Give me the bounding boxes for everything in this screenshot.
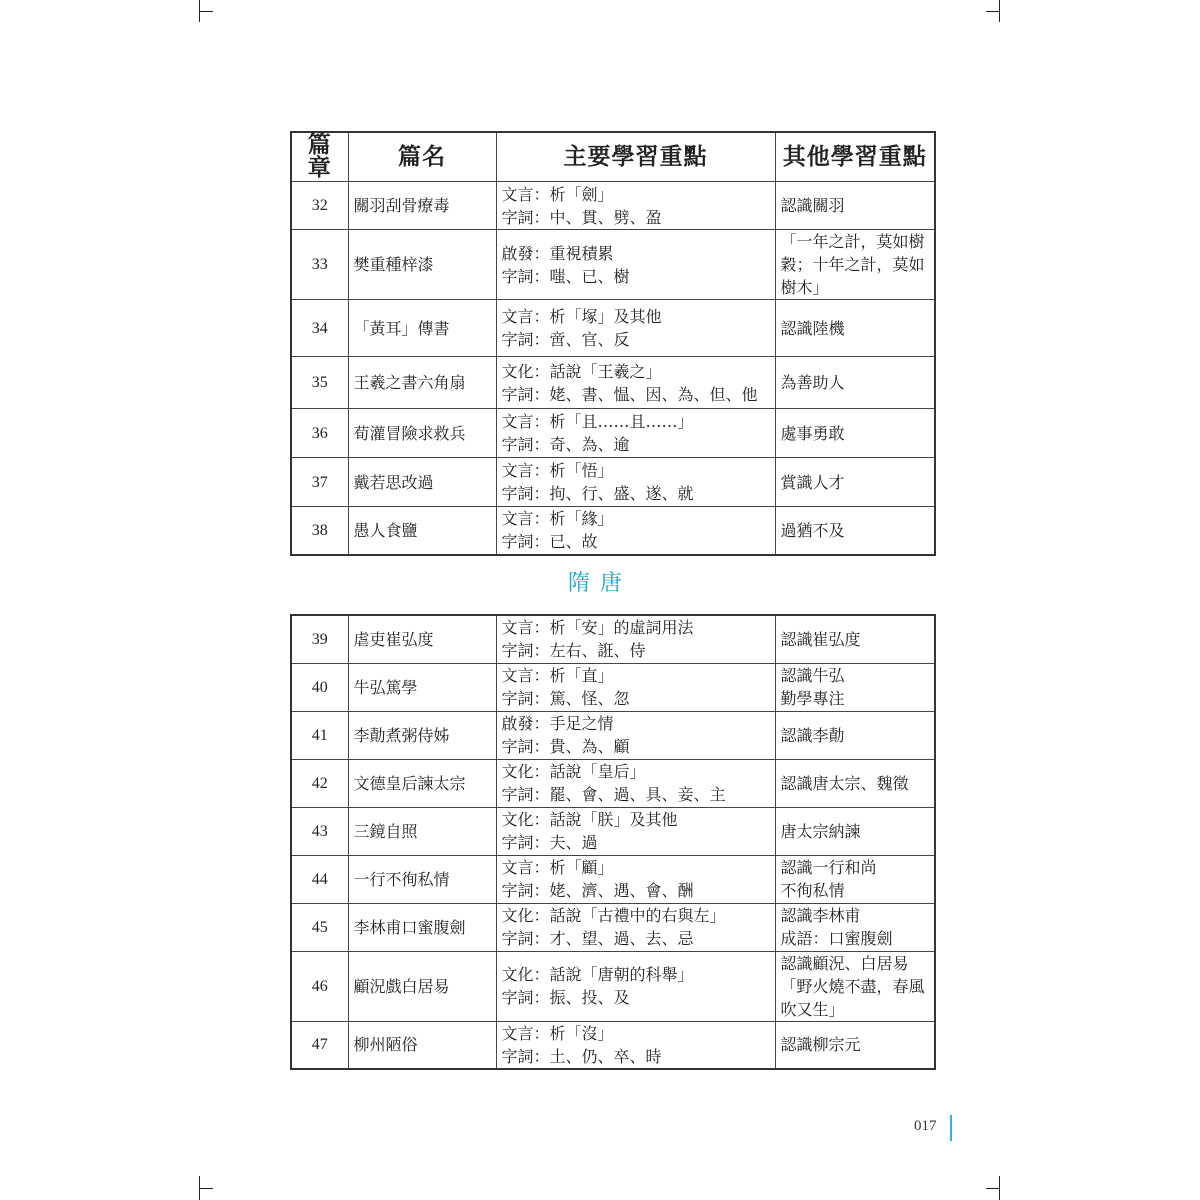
lesson-title: 顧況戲白居易	[348, 951, 496, 1021]
crop-mark	[986, 1188, 1000, 1189]
table-body	[291, 615, 935, 1069]
main-focus-line: 字詞：土、仍、卒、時	[501, 1046, 662, 1066]
other-focus-line: 認識李勣	[780, 725, 845, 745]
main-focus-line: 文言：析「且……且……」	[501, 412, 694, 431]
other-focus-line: 樹木」	[780, 278, 829, 297]
table-row	[291, 507, 935, 555]
main-focus-line: 文言：析「劍」	[501, 184, 614, 204]
other-focus-cell	[775, 711, 935, 759]
lesson-title: 愚人食鹽	[348, 507, 496, 555]
main-focus-line: 文言：析「安」的虛詞用法	[501, 618, 694, 638]
other-focus-cell	[775, 759, 935, 807]
crop-mark	[199, 1188, 213, 1189]
main-focus-cell	[496, 855, 775, 903]
other-focus-line: 成語：口蜜腹劍	[780, 929, 893, 948]
main-focus-line: 文言：析「顧」	[501, 858, 614, 877]
main-focus-line: 文言：析「塚」及其他	[501, 307, 662, 326]
main-focus-line: 字詞：罷、會、過、具、妾、主	[501, 785, 726, 804]
main-focus-line: 文言：析「緣」	[501, 509, 614, 529]
main-focus-cell	[496, 1021, 775, 1069]
table-row	[291, 807, 935, 855]
lesson-title: 王羲之書六角扇	[348, 357, 496, 409]
main-focus-line: 字詞：貴、為、顧	[501, 737, 630, 756]
lesson-table-2	[290, 614, 936, 1070]
main-focus-line: 字詞：姥、濟、遇、會、酬	[501, 881, 694, 900]
other-focus-line: 不徇私情	[780, 881, 845, 900]
other-focus-line: 認識牛弘	[780, 666, 845, 685]
main-focus-line: 啟發：手足之情	[501, 714, 614, 733]
chapter-number: 44	[291, 855, 348, 903]
header-title: 篇名	[348, 132, 496, 182]
chapter-number: 36	[291, 409, 348, 458]
other-focus-cell	[775, 230, 935, 300]
table-row	[291, 300, 935, 357]
header-other-focus: 其他學習重點	[775, 132, 935, 182]
main-focus-cell	[496, 615, 775, 663]
other-focus-cell	[775, 855, 935, 903]
main-focus-line: 字詞：左右、誑、侍	[501, 641, 646, 661]
other-focus-cell	[775, 182, 935, 230]
header-main-focus: 主要學習重點	[496, 132, 775, 182]
main-focus-line: 字詞：篤、怪、忽	[501, 689, 630, 708]
other-focus-line: 認識關羽	[780, 196, 845, 215]
chapter-number: 38	[291, 507, 348, 555]
main-focus-line: 文言：析「悟」	[501, 461, 614, 480]
other-focus-cell	[775, 951, 935, 1021]
page-number: 017	[914, 1118, 937, 1134]
lesson-title: 荀灌冒險求救兵	[348, 409, 496, 458]
other-focus-cell	[775, 357, 935, 409]
main-focus-line: 文化：話說「皇后」	[501, 762, 646, 781]
main-focus-line: 文化：話說「王羲之」	[501, 361, 662, 381]
main-focus-line: 文言：析「沒」	[501, 1023, 614, 1043]
other-focus-line: 吹又生」	[780, 999, 845, 1019]
crop-mark	[986, 11, 1000, 12]
lesson-title: 關羽刮骨療毒	[348, 182, 496, 230]
main-focus-cell	[496, 807, 775, 855]
chapter-number: 42	[291, 759, 348, 807]
main-focus-cell	[496, 300, 775, 357]
lesson-title: 文德皇后諫太宗	[348, 759, 496, 807]
lesson-title: 一行不徇私情	[348, 855, 496, 903]
lesson-title: 三鏡自照	[348, 807, 496, 855]
other-focus-line: 賞識人才	[780, 472, 845, 492]
main-focus-line: 字詞：奇、為、逾	[501, 435, 630, 454]
other-focus-cell	[775, 1021, 935, 1069]
lesson-title: 戴若思改過	[348, 458, 496, 507]
chapter-number: 47	[291, 1021, 348, 1069]
main-focus-line: 字詞：啻、官、反	[501, 330, 630, 349]
other-focus-cell	[775, 663, 935, 711]
main-focus-line: 文化：話說「朕」及其他	[501, 810, 678, 829]
main-focus-line: 文化：話說「唐朝的科舉」	[501, 965, 694, 984]
lesson-title: 李林甫口蜜腹劍	[348, 903, 496, 951]
lesson-title: 李勣煮粥侍姊	[348, 711, 496, 759]
table-row	[291, 663, 935, 711]
main-focus-line: 字詞：拘、行、盛、遂、就	[501, 484, 694, 503]
other-focus-line: 「野火燒不盡，春風	[780, 976, 925, 996]
main-focus-line: 文言：析「直」	[501, 666, 614, 685]
other-focus-cell	[775, 615, 935, 663]
table-header-row	[291, 132, 935, 182]
other-focus-line: 認識一行和尚	[780, 858, 877, 877]
crop-mark	[199, 11, 213, 12]
lesson-title: 「黃耳」傳書	[348, 300, 496, 357]
other-focus-cell	[775, 903, 935, 951]
main-focus-line: 字詞：才、望、過、去、忌	[501, 929, 694, 948]
table-row	[291, 357, 935, 409]
main-focus-line: 文化：話說「古禮中的右與左」	[501, 906, 726, 925]
other-focus-line: 「一年之計，莫如樹	[780, 232, 925, 251]
table-body	[291, 182, 935, 555]
other-focus-line: 認識陸機	[780, 318, 845, 338]
main-focus-cell	[496, 458, 775, 507]
other-focus-line: 認識柳宗元	[780, 1035, 861, 1055]
table-row	[291, 951, 935, 1021]
chapter-number: 43	[291, 807, 348, 855]
other-focus-cell	[775, 458, 935, 507]
lesson-title: 牛弘篤學	[348, 663, 496, 711]
main-focus-cell	[496, 409, 775, 458]
table-row	[291, 1021, 935, 1069]
other-focus-line: 穀；十年之計，莫如	[780, 255, 925, 274]
lesson-title: 樊重種梓漆	[348, 230, 496, 300]
section-title: 隋唐	[567, 571, 632, 596]
table-row	[291, 409, 935, 458]
chapter-number: 40	[291, 663, 348, 711]
main-focus-line: 字詞：已、故	[501, 532, 598, 552]
main-focus-cell	[496, 903, 775, 951]
chapter-number: 46	[291, 951, 348, 1021]
main-focus-cell	[496, 357, 775, 409]
chapter-number: 41	[291, 711, 348, 759]
table-row	[291, 855, 935, 903]
table-row	[291, 458, 935, 507]
other-focus-cell	[775, 507, 935, 555]
main-focus-cell	[496, 507, 775, 555]
header-chapter: 篇章	[291, 132, 348, 182]
main-focus-cell	[496, 663, 775, 711]
main-focus-cell	[496, 711, 775, 759]
main-focus-line: 字詞：嗤、已、樹	[501, 266, 630, 286]
lesson-title: 虐吏崔弘度	[348, 615, 496, 663]
chapter-number: 39	[291, 615, 348, 663]
other-focus-line: 處事勇敢	[780, 423, 845, 443]
other-focus-line: 為善助人	[780, 373, 845, 392]
table-row	[291, 615, 935, 663]
other-focus-line: 認識崔弘度	[780, 629, 861, 649]
main-focus-line: 啟發：重視積累	[501, 243, 614, 263]
chapter-number: 35	[291, 357, 348, 409]
other-focus-line: 勤學專注	[780, 689, 845, 708]
other-focus-line: 認識顧況、白居易	[780, 953, 909, 973]
main-focus-cell	[496, 182, 775, 230]
table-row	[291, 711, 935, 759]
other-focus-line: 認識唐太宗、魏徵	[780, 773, 909, 793]
other-focus-cell	[775, 409, 935, 458]
chapter-number: 33	[291, 230, 348, 300]
other-focus-line: 唐太宗納諫	[780, 821, 861, 841]
main-focus-line: 字詞：中、貫、劈、盈	[501, 207, 662, 227]
other-focus-line: 認識李林甫	[780, 906, 861, 925]
main-focus-line: 字詞：姥、書、愠、因、為、但、他	[501, 384, 758, 404]
other-focus-cell	[775, 807, 935, 855]
chapter-number: 34	[291, 300, 348, 357]
chapter-number: 32	[291, 182, 348, 230]
lesson-title: 柳州陋俗	[348, 1021, 496, 1069]
other-focus-line: 過猶不及	[780, 520, 845, 540]
chapter-number: 37	[291, 458, 348, 507]
main-focus-cell	[496, 951, 775, 1021]
table-row	[291, 903, 935, 951]
main-focus-cell	[496, 230, 775, 300]
chapter-number: 45	[291, 903, 348, 951]
table-row	[291, 230, 935, 300]
table-row	[291, 182, 935, 230]
main-focus-line: 字詞：振、投、及	[501, 988, 630, 1007]
main-focus-cell	[496, 759, 775, 807]
other-focus-cell	[775, 300, 935, 357]
lesson-table-1	[290, 131, 936, 556]
page-number-rule	[950, 1115, 952, 1141]
table-row	[291, 759, 935, 807]
main-focus-line: 字詞：夫、過	[501, 833, 598, 852]
